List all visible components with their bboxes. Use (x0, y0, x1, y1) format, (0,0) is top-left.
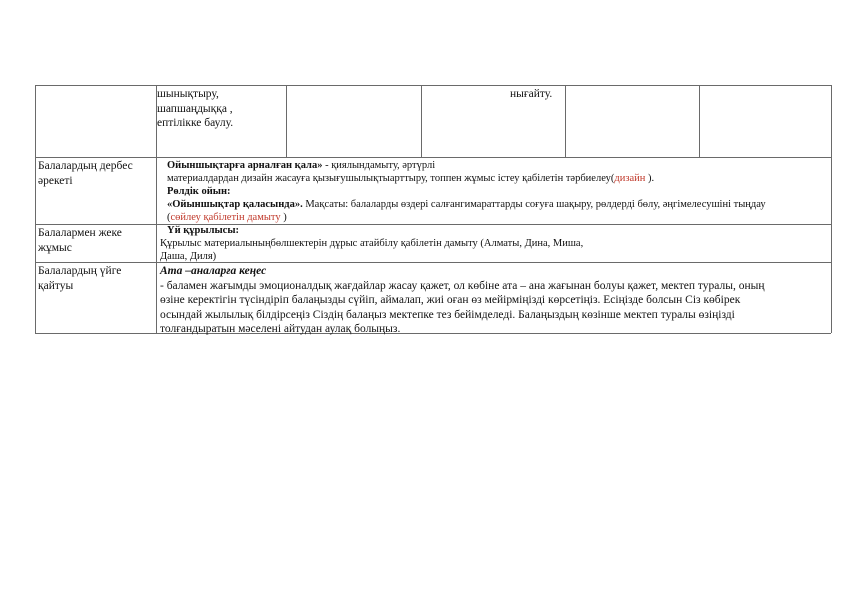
col-border (831, 85, 832, 333)
row2-content (160, 224, 583, 263)
parents-advice-line: өзіне керектігін түсіндіріп балаңызды сүйіп, аймалап, жиі оған өз мейірміңізді көрсетіңіз. Есіңізде болсын Сіз көбірек (160, 294, 741, 306)
role-game-open: ( (167, 212, 171, 223)
cell-line: шапшаңдыққа , (157, 102, 233, 115)
row3-content (160, 264, 765, 337)
individual-work-line: Даша, Диля) (160, 251, 217, 262)
activity-text: материалдардан дизайн жасауға қызығушылықтыарттыру, топпен жұмыс істеу қабілетін тәрбиелеу( (167, 173, 615, 184)
cell-text: нығайту. (510, 88, 553, 100)
role-game-close: ) (280, 212, 287, 223)
row1-label (38, 159, 133, 188)
role-game-line (167, 198, 766, 211)
label-line: Балалармен жеке (38, 227, 122, 239)
row1-content (167, 159, 766, 224)
parents-advice-line: - баламен жағымды эмоционалдық жағдайлар жасау қажет, ол көбіне ата – ана жағынан болуы қажет, мектеп туралы, оның (160, 279, 765, 292)
col-border (565, 85, 566, 157)
label-line: қайтуы (38, 279, 74, 292)
role-game-title: Рөлдік ойын: (167, 186, 231, 197)
col-border (699, 85, 700, 157)
col-border (35, 85, 36, 333)
individual-work-line: Құрылыс материалыныңбөлшектерін дұрыс атайбілу қабілетін дамыту (Алматы, Дина, Миша, (160, 238, 584, 249)
parents-advice-title: Ата –аналарға кеңес (160, 265, 267, 277)
col-border (421, 85, 422, 157)
parents-advice-line: толғандыратын мәселені айтудан аулақ болыңыз. (160, 323, 401, 335)
role-game-text: Мақсаты: балаларды өздері салғангимараттарды соғуға шақыру, рөлдерді бөлу, әңгімелесушіні тыңдау (302, 199, 766, 210)
label-line: жұмыс (38, 241, 72, 254)
parents-advice-line: осындай жылылық білдірсеңіз Сіздің балаңыз мектепке тез бейімделеді. Балаңыздың көзінше мектеп туралы өзіңізді (160, 308, 735, 321)
row0-col2-cell (157, 87, 233, 131)
activity-title-rest: - қиялындамыту, әртүрлі (322, 160, 436, 171)
role-game-name: «Ойыншықтар қаласында». (167, 199, 303, 210)
row-border (35, 157, 831, 158)
col-border (286, 85, 287, 157)
label-line: әрекеті (38, 174, 73, 187)
activity-end: ). (645, 173, 655, 184)
individual-work-title: Үй құрылысы: (167, 225, 240, 236)
row3-label (38, 264, 121, 293)
label-line: Балалардың дербес (38, 160, 133, 172)
row-border (35, 85, 831, 86)
row2-label (38, 226, 122, 255)
activity-tag: дизайн (614, 173, 646, 184)
activity-title: Ойыншықтарға арналған қала» (167, 160, 323, 171)
label-line: Балалардың үйге (38, 265, 122, 277)
role-game-tag: сөйлеу қабілетін дамыту (170, 212, 281, 223)
role-game-tag-line (167, 211, 766, 224)
cell-line: шынықтыру, (157, 88, 219, 100)
row0-col4-cell (510, 87, 552, 102)
activity-title-line (167, 159, 766, 172)
activity-description (167, 172, 766, 185)
cell-line: ептілікке баулу. (157, 117, 234, 129)
